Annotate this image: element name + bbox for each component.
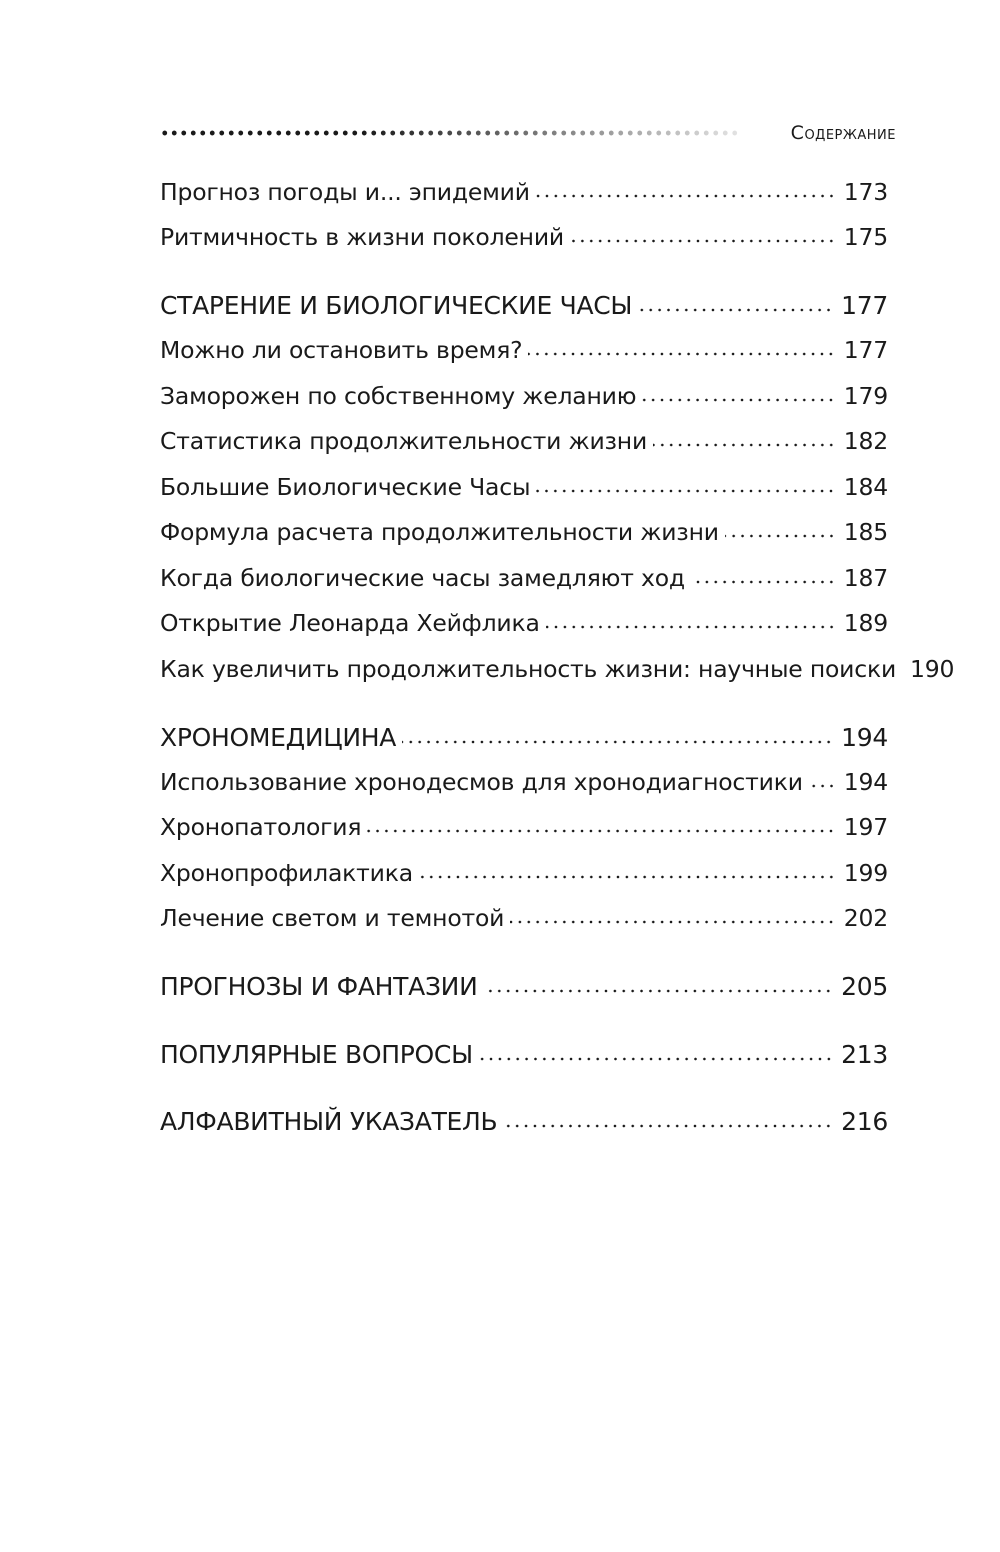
toc-entry-title: Формула расчета продолжительности жизни [160, 518, 719, 546]
toc-entry[interactable] [160, 335, 888, 381]
toc-entry-title: Когда биологические часы замедляют ход [160, 563, 685, 592]
dot-leader [483, 968, 833, 993]
toc-entry[interactable] [160, 903, 888, 949]
toc-entry-page: 175 [843, 223, 888, 251]
dot-leader [536, 174, 836, 198]
toc-entry-title: Использование хронодесмов для хронодиагностики [160, 767, 803, 796]
toc-entry[interactable] [160, 222, 888, 268]
toc-section-heading[interactable] [160, 289, 888, 335]
toc-entry-page: 190 [910, 654, 955, 683]
toc-entry[interactable] [160, 380, 888, 426]
dot-leader [510, 901, 836, 925]
table-of-contents [160, 176, 955, 1151]
dot-leader [570, 220, 836, 244]
toc-entry[interactable] [160, 766, 888, 812]
toc-entry[interactable] [160, 562, 888, 608]
dot-leader [642, 378, 835, 402]
dot-leader [536, 469, 835, 493]
toc-entry-title: Лечение светом и темнотой [160, 904, 505, 932]
toc-entry-page: 194 [841, 722, 888, 752]
toc-entry-title: Статистика продолжительности жизни [160, 427, 648, 455]
toc-section-title: ХРОНОМЕДИЦИНА [160, 722, 397, 752]
dot-leader [402, 719, 833, 744]
toc-entry-page: 202 [843, 904, 888, 932]
toc-entry-title: Ритмичность в жизни поколений [160, 223, 564, 251]
toc-entry-title: Большие Биологические Часы [160, 472, 531, 501]
toc-entry-page: 182 [843, 427, 888, 455]
toc-entry-page: 177 [843, 336, 888, 364]
toc-entry-title: Как увеличить продолжительность жизни: научные поиски [160, 654, 897, 683]
toc-entry-page: 187 [843, 563, 888, 592]
dot-leader [638, 287, 833, 312]
dot-leader [528, 333, 835, 357]
toc-entry-title: Хронопатология [160, 813, 362, 841]
toc-entry-page: 173 [843, 177, 888, 206]
toc-entry[interactable] [160, 608, 888, 654]
toc-entry-title: Можно ли остановить время? [160, 336, 523, 364]
toc-entry-page: 179 [843, 381, 888, 410]
dot-leader [479, 1036, 833, 1061]
toc-section-title: СТАРЕНИЕ И БИОЛОГИЧЕСКИЕ ЧАСЫ [160, 291, 633, 320]
toc-entry-page: 185 [843, 518, 888, 546]
toc-entry-title: Заморожен по собственному желанию [160, 381, 637, 410]
toc-section-heading[interactable] [160, 1038, 888, 1084]
toc-entry[interactable] [160, 653, 955, 699]
toc-section-heading[interactable] [160, 970, 888, 1016]
dot-leader [809, 764, 836, 788]
toc-entry-page: 184 [843, 472, 888, 501]
decorative-dot-rule [160, 130, 739, 136]
toc-entry[interactable] [160, 517, 888, 563]
running-head-title: Содержание [790, 122, 896, 144]
toc-entry-page: 205 [841, 972, 888, 1001]
dot-leader [367, 810, 835, 834]
dot-leader [503, 1103, 833, 1128]
toc-entry-page: 216 [841, 1107, 888, 1136]
toc-entry[interactable] [160, 857, 888, 903]
toc-entry-page: 213 [841, 1039, 888, 1069]
toc-section-title: АЛФАВИТНЫЙ УКАЗАТЕЛЬ [160, 1107, 498, 1136]
running-head [160, 118, 896, 148]
toc-entry-title: Хронопрофилактика [160, 858, 413, 887]
toc-entry[interactable] [160, 176, 888, 222]
dot-leader [546, 606, 836, 630]
toc-entry-page: 189 [843, 609, 888, 637]
toc-entry[interactable] [160, 812, 888, 858]
dot-leader [419, 855, 836, 879]
toc-entry-title: Открытие Леонарда Хейфлика [160, 609, 540, 637]
toc-entry[interactable] [160, 426, 888, 472]
toc-entry-page: 194 [843, 767, 888, 796]
toc-section-title: ПОПУЛЯРНЫЕ ВОПРОСЫ [160, 1039, 473, 1069]
toc-section-title: ПРОГНОЗЫ И ФАНТАЗИИ [160, 972, 478, 1001]
toc-section-heading[interactable] [160, 721, 888, 767]
toc-section-heading[interactable] [160, 1105, 888, 1151]
toc-entry-page: 199 [843, 858, 888, 887]
toc-entry-title: Прогноз погоды и... эпидемий [160, 177, 530, 206]
toc-entry[interactable] [160, 471, 888, 517]
dot-leader [691, 560, 836, 584]
dot-leader [653, 424, 836, 448]
dot-leader [725, 515, 836, 539]
toc-entry-page: 197 [843, 813, 888, 841]
toc-entry-page: 177 [841, 291, 888, 320]
